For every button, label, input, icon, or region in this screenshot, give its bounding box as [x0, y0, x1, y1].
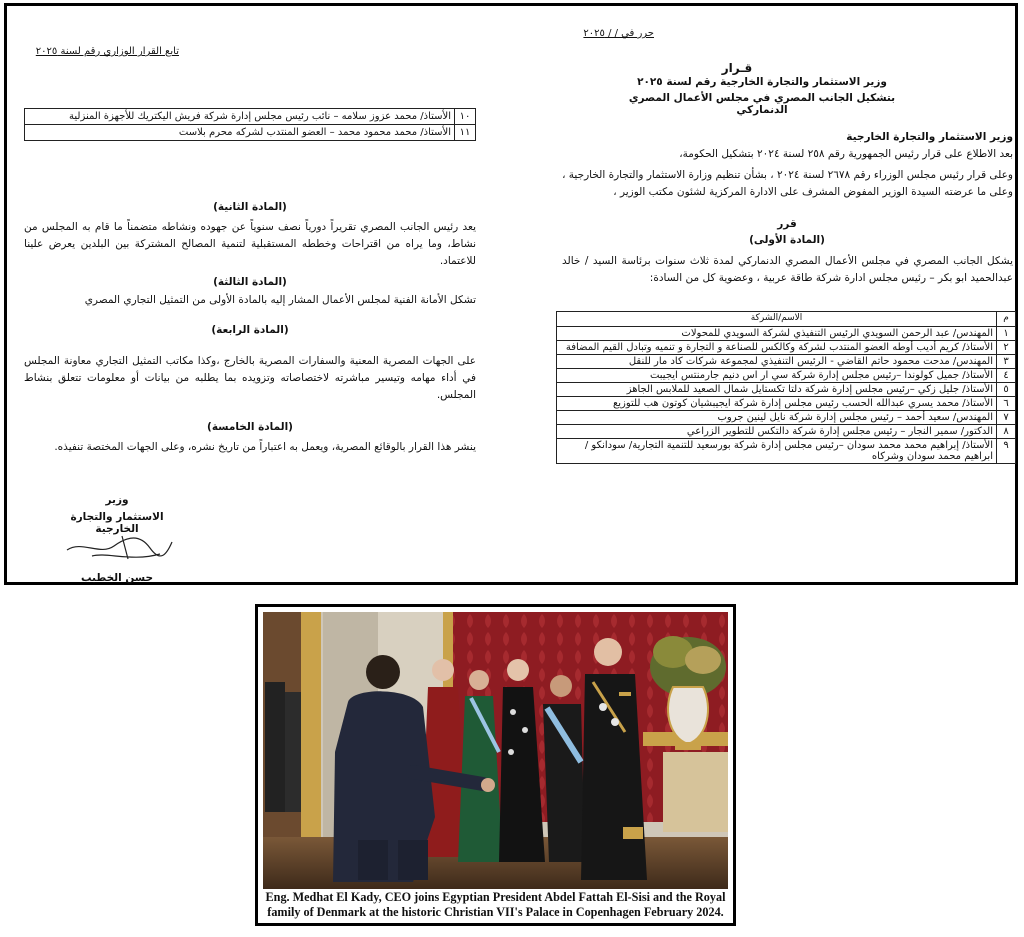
minister-title: وزير الاستثمار والتجارة الخارجية: [846, 131, 1013, 143]
members-table: [556, 311, 1016, 464]
article-5-text: ينشر هذا القرار بالوقائع المصرية، ويعمل به اعتباراً من تاريخ نشره، وعلى الجهات المختصة تنفيذه.: [54, 441, 476, 453]
table-row: ٣ المهندس/ مدحت محمود حاتم القاضي - الرئيس التنفيذي لمجموعة شركات كاد مار للنقل: [557, 355, 1016, 369]
article-5-title: (المادة الخامسة): [207, 421, 293, 433]
photo-caption: Eng. Medhat El Kady, CEO joins Egyptian President Abdel Fattah El-Sisi and the Royal family of Denmark at the historic Christian VII's Palace in Copenhagen February 2024.: [265, 890, 726, 919]
decree-heading-line3: بتشكيل الجانب المصري في مجلس الأعمال المصري الدنماركي: [628, 92, 896, 116]
decree-heading-line2: وزير الاستثمار والتجارة الخارجية رقم لسنة ٢٠٢٥: [637, 76, 887, 88]
article-3-title: (المادة الثالثة): [213, 276, 287, 288]
table-row: ٦ الأستاذ/ محمد يسري عبدالله الحسب رئيس مجلس إدارة شركة ايجيبشيان كوتون هب للتوزيع: [557, 397, 1016, 411]
decree-document: [4, 3, 1018, 585]
decree-ref: حرر في / / ٢٠٢٥: [583, 28, 654, 39]
article-4-title: (المادة الرابعة): [211, 324, 289, 336]
table-row: ٥ الأستاذ/ جليل زكي –رئيس مجلس إدارة شركة دلتا تكستايل شمال الصعيد للملابس الجاهز: [557, 383, 1016, 397]
preamble-3: وعلى ما عرضته السيدة الوزير المفوض المشرف على الادارة المركزية لشئون مكتب الوزير ،: [613, 186, 1013, 198]
table-row: ٨ الدكتور/ سمير النجار – رئيس مجلس إدارة شركة دالتكس للتطوير الزراعي: [557, 425, 1016, 439]
left-members-table: [24, 108, 476, 141]
preamble-2: وعلى قرار رئيس مجلس الوزراء رقم ٢٦٧٨ لسنة ٢٠٢٤ ، بشأن تنظيم وزارة الاستثمار والتجارة الخارجية ،: [562, 169, 1013, 181]
table-row: ١ المهندس/ عبد الرحمن السويدي الرئيس التنفيذي لشركة السويدي للمحولات: [557, 327, 1016, 341]
table-row: ١٠ الأستاذ/ محمد عزوز سلامه – نائب رئيس مجلس إدارة شركة فريش اليكتريك للأجهزة المنزلية: [25, 109, 476, 125]
table-row: ٤ الأستاذ/ جميل كولوندا –رئيس مجلس إدارة شركة سي ار اس دنيم جارمنتس ايجيبت: [557, 369, 1016, 383]
preamble-1: بعد الاطلاع على قرار رئيس الجمهورية رقم ٢٥٨ لسنة ٢٠٢٤ بتشكيل الحكومة،: [679, 148, 1013, 160]
article-1-title: (المادة الأولى): [749, 234, 825, 246]
signature-name: حسن الخطيب: [80, 572, 154, 584]
table-header-row: م الاسم/الشركة: [557, 312, 1016, 327]
decree-heading: قـرار: [721, 61, 753, 75]
reception-photo: [263, 612, 728, 889]
continuation-header: تابع القرار الوزاري رقم لسنة ٢٠٢٥: [35, 46, 179, 57]
table-row: ١١ الأستاذ/ محمد محمود محمد – العضو المنتدب لشركه محرم بلاست: [25, 125, 476, 141]
article-2-title: (المادة الثانية): [213, 201, 287, 213]
table-row: ٩ الأستاذ/ إبراهيم محمد محمد سودان –رئيس مجلس إدارة شركة بورسعيد للتنمية التجارية/ سودانكو / ابراهيم محمد سودان وشركاه: [557, 439, 1016, 464]
article-4-text: على الجهات المصرية المعنية والسفارات المصرية بالخارج ،وكذا مكاتب التمثيل التجاري معاونة المجلس في أداء مهامه وتيسير مباشرته لاختصاصاته وتزويده بما يطلبه من بيانات أو معلومات تتعلق بنشاط المجلس.: [24, 355, 476, 401]
handwritten-signature-icon: [62, 526, 177, 566]
photo-frame: [255, 604, 736, 926]
article-2-text: يعد رئيس الجانب المصري تقريراً دورياً نصف سنوياً عن جهوده ونشاطه متضمناً ما قام به المجلس من نشاط، وما يراه من اقتراحات وخططه المستقبلية لتنمية المصالح المشتركة بين البلدين يعرض علينا للاعتماد.: [24, 221, 476, 267]
article-3-text: تشكل الأمانة الفنية لمجلس الأعمال المشار إليه بالمادة الأولى من التمثيل التجاري المصري: [84, 294, 476, 306]
decided-heading: قرر: [777, 218, 797, 230]
article-1-text: يشكل الجانب المصري في مجلس الأعمال المصري الدنماركي لمدة ثلاث سنوات برئاسة السيد / خالد عبدالحميد ابو بكر – رئيس مجلس ادارة شركة طاقة عربية ، وعضوية كل من السادة:: [562, 255, 1013, 284]
signature-title-2: الاستثمار والتجارة الخارجية: [70, 511, 164, 535]
table-row: ٢ الأستاذ/ كريم أديب أوطه العضو المنتدب لشركة وكالكس للصناعة و التجارة و تنميه وتبادل القيم المضافة: [557, 341, 1016, 355]
signature-title-1: وزير: [105, 494, 129, 506]
reception-scene-icon: [263, 612, 728, 889]
table-row: ٧ المهندس/ سعيد أحمد – رئيس مجلس إدارة شركة نايل لينين جروب: [557, 411, 1016, 425]
